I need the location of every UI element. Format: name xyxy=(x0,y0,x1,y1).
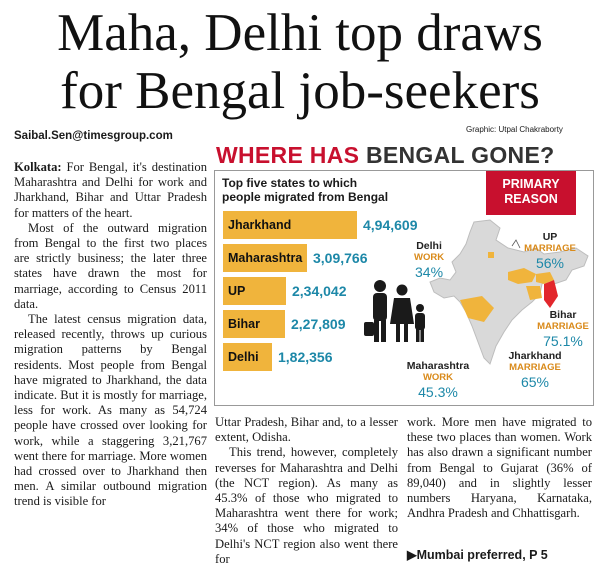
bar-label-delhi: Delhi xyxy=(228,350,259,364)
paragraph-1-text: For Bengal, it's destination Maharashtra and Delhi for work and Jharkhand, Bihar and Uttar Pradesh for matters of the heart. xyxy=(14,160,207,220)
badge-line-2: REASON xyxy=(504,192,558,206)
jump-link-mumbai-preferred[interactable]: ▶Mumbai preferred, P 5 xyxy=(407,548,548,562)
paragraph-3-continued: Uttar Pradesh, Bihar and, to a lesser extent, Odisha. xyxy=(215,415,398,445)
bihar-pct: 75.1% xyxy=(543,333,583,349)
delhi-pct: 34% xyxy=(415,264,444,280)
bar-value-delhi: 1,82,356 xyxy=(278,349,333,365)
byline[interactable]: Saibal.Sen@timesgroup.com xyxy=(14,130,173,142)
paragraph-4: This trend, however, completely reverses for Maharashtra and Delhi (the NCT region). As many as 45.3% of those who migrated to Maharashtra went there for work; 34% of those who migrated to Delhi's NCT region also went there for xyxy=(215,445,398,566)
family-with-luggage-icon xyxy=(362,276,432,346)
bar-value-maharashtra: 3,09,766 xyxy=(313,250,368,266)
bar-label-bihar: Bihar xyxy=(228,317,260,331)
jharkhand-label: Jharkhand xyxy=(508,350,562,362)
dateline: Kolkata: xyxy=(14,160,62,174)
annotation-bihar xyxy=(534,309,592,349)
article-column-2 xyxy=(215,415,398,567)
chart-subtitle-line-2: people migrated from Bengal xyxy=(222,190,389,204)
jharkhand-pct: 65% xyxy=(520,374,550,390)
article-column-1 xyxy=(14,160,207,510)
graphic-title xyxy=(216,142,554,169)
graphic-credit: Graphic: Utpal Chakraborty xyxy=(466,125,563,134)
graphic-title-red: WHERE HAS xyxy=(216,142,360,168)
annotation-up xyxy=(520,231,580,271)
maharashtra-label: Maharashtra xyxy=(406,360,470,372)
bar-value-up: 2,34,042 xyxy=(292,283,347,299)
bar-value-jharkhand: 4,94,609 xyxy=(363,217,418,233)
paragraph-1 xyxy=(14,160,207,221)
paragraph-2: Most of the outward migration from Bengal to the first two places are strictly business; the later three states have drawn the most for marriage, according to Census 2011 data. xyxy=(14,220,207,311)
headline-line-1: Maha, Delhi top draws xyxy=(57,4,543,62)
chart-subtitle xyxy=(222,176,422,204)
annotation-maharashtra xyxy=(406,360,470,400)
paragraph-3: The latest census migration data, released recently, throws up curious migration patterns by Bengal residents. Most people from Bengal have migrated to Jharkhand, the data indicate. But it is mostly for marriage, less for work. As many as 54,724 people have crossed over looking for work, while a staggering 3,21,767 went there for marriage. More women had crossed over to Jharkhand then men. A similar outbound migration trend is visible for xyxy=(14,312,207,509)
bar-label-up: UP xyxy=(228,284,246,298)
delhi-label: Delhi xyxy=(416,240,442,252)
annotation-jharkhand xyxy=(502,350,568,390)
bar-label-maharashtra: Maharashtra xyxy=(228,251,303,265)
badge-line-1: PRIMARY xyxy=(502,177,560,191)
bar-label-jharkhand: Jharkhand xyxy=(228,218,292,232)
bihar-reason: MARRIAGE xyxy=(537,321,589,332)
up-reason: MARRIAGE xyxy=(524,243,576,254)
maharashtra-pct: 45.3% xyxy=(418,384,458,400)
bar-value-bihar: 2,27,809 xyxy=(291,316,346,332)
headline xyxy=(0,4,600,120)
primary-reason-badge xyxy=(486,171,576,215)
maharashtra-reason: WORK xyxy=(422,372,454,383)
up-label: UP xyxy=(542,231,558,243)
paragraph-4-continued: work. More men have migrated to these two places than women. Work has also drawn a significant number from Bengal to Gujarat (36% of 89,040) and in slightly lesser numbers Haryana, Karnataka, Andhra Pradesh and Chhattisgarh. xyxy=(407,415,592,521)
headline-line-2: for Bengal job-seekers xyxy=(60,62,540,120)
delhi-reason: WORK xyxy=(414,252,445,263)
jharkhand-reason: MARRIAGE xyxy=(509,362,561,373)
graphic-title-dark: BENGAL GONE? xyxy=(365,142,555,168)
bengal-region xyxy=(544,280,558,308)
delhi-region xyxy=(488,252,494,258)
article-column-3 xyxy=(407,415,592,521)
annotation-delhi xyxy=(414,240,444,280)
up-pct: 56% xyxy=(535,255,565,271)
chart-subtitle-line-1: Top five states to which xyxy=(222,176,358,190)
bihar-label: Bihar xyxy=(549,309,577,321)
up-pointer xyxy=(512,240,520,248)
